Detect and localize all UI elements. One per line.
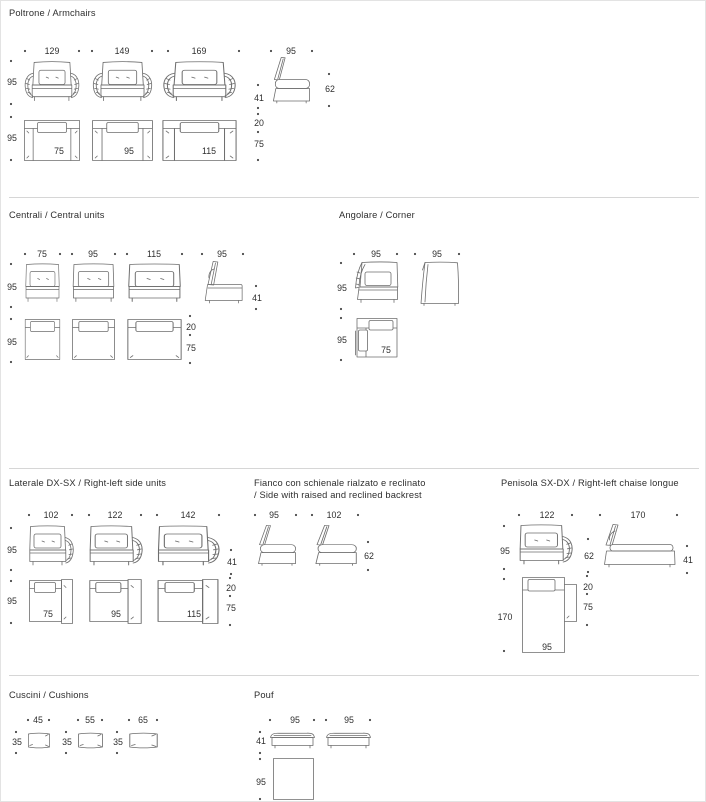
dimension-dots	[259, 719, 371, 800]
dim-seat-depth: 75	[226, 603, 236, 613]
armchair-top-169	[163, 121, 236, 161]
pouf-side-1	[271, 733, 315, 748]
dim-top-width: 95	[542, 642, 552, 652]
section-title-centrali: Centrali / Central units	[9, 210, 105, 220]
dim-width-1: 122	[539, 510, 555, 520]
dim-width-1: 75	[37, 249, 47, 259]
corner-back-view	[421, 262, 459, 305]
cushion-45	[28, 733, 49, 748]
spec-drawing	[1, 1, 706, 802]
dimension-dots	[340, 253, 460, 361]
dim-width-2: 95	[344, 715, 354, 725]
dim-height: 41	[256, 736, 266, 746]
section-poltrone	[7, 8, 335, 161]
dim-side-height: 62	[584, 551, 594, 561]
dim-side-height: 62	[325, 84, 335, 94]
dim-width-1: 45	[33, 715, 43, 725]
dim-side-width: 95	[286, 46, 296, 56]
dim-seat-height: 41	[254, 93, 264, 103]
dim-width-3: 142	[180, 510, 196, 520]
section-cuscini	[9, 690, 158, 754]
dim-width-1: 102	[43, 510, 59, 520]
section-title-cuscini: Cuscini / Cushions	[9, 690, 89, 700]
section-title-penisola: Penisola SX-DX / Right-left chaise longue	[501, 478, 679, 488]
side-unit-front-142	[159, 526, 219, 565]
dim-front-height: 95	[7, 282, 17, 292]
central-top-115	[128, 320, 181, 360]
dim-top-depth: 95	[7, 337, 17, 347]
dim-top-depth: 95	[7, 133, 17, 143]
central-top-75	[25, 320, 60, 360]
dim-front-height: 95	[7, 77, 17, 87]
section-title-laterale: Laterale DX-SX / Right-left side units	[9, 478, 167, 488]
dim-width-3: 169	[191, 46, 207, 56]
dim-total-depth: 170	[497, 612, 513, 622]
dim-width-2: 95	[88, 249, 98, 259]
dim-height-1: 35	[12, 737, 22, 747]
dim-back-depth: 20	[186, 322, 196, 332]
dim-width-2: 170	[630, 510, 646, 520]
section-title-angolare: Angolare / Corner	[339, 210, 415, 220]
dim-width-2: 149	[114, 46, 130, 56]
dim-inner-3: 115	[186, 609, 202, 619]
dim-width-2: 122	[107, 510, 123, 520]
armchair-front-129	[25, 62, 79, 101]
dim-seat-depth: 75	[381, 345, 391, 355]
fianco-side-95	[259, 525, 296, 565]
side-unit-front-122	[90, 526, 142, 565]
armchair-side-view	[273, 58, 309, 104]
dim-inner-2: 95	[124, 146, 134, 156]
central-front-95	[73, 264, 114, 302]
dim-width-2: 55	[85, 715, 95, 725]
dim-width-3: 115	[146, 249, 162, 259]
central-side-view	[205, 262, 242, 304]
dim-inner-1: 75	[43, 609, 53, 619]
dim-width-1: 129	[44, 46, 60, 56]
dimension-dots	[10, 253, 257, 364]
section-penisola	[498, 478, 693, 653]
dim-width-1: 95	[269, 510, 279, 520]
section-fianco	[254, 478, 426, 571]
dim-top-depth: 95	[337, 335, 347, 345]
chaise-side-170	[605, 525, 676, 568]
dim-front-height: 95	[337, 283, 347, 293]
section-title-fianco-line2: / Side with raised and reclined backrest	[254, 490, 422, 500]
dim-front-height: 95	[500, 546, 510, 556]
dim-seat-depth: 75	[254, 139, 264, 149]
cushion-65	[130, 733, 157, 748]
dim-back-depth: 20	[226, 583, 236, 593]
dim-seat-height: 41	[227, 557, 237, 567]
section-title-fianco-line1: Fianco con schienale rialzato e reclinato	[254, 478, 426, 488]
section-title-pouf: Pouf	[254, 690, 274, 700]
dim-seat-height: 41	[683, 555, 693, 565]
side-unit-front-102	[30, 526, 73, 565]
fianco-side-102	[316, 525, 356, 565]
dimension-dots	[254, 514, 369, 571]
dim-top-depth: 95	[7, 596, 17, 606]
corner-front-view	[356, 262, 398, 303]
dim-height-3: 35	[113, 737, 123, 747]
dim-inner-1: 75	[54, 146, 64, 156]
dim-width-1: 95	[371, 249, 381, 259]
section-angolare	[337, 210, 460, 361]
chaise-front-122	[520, 525, 572, 564]
section-laterale	[7, 478, 237, 626]
armchair-top-149	[93, 121, 153, 161]
central-front-115	[129, 264, 181, 302]
dim-back-depth: 20	[254, 118, 264, 128]
pouf-side-2	[327, 733, 371, 748]
dim-width-2: 102	[326, 510, 342, 520]
section-title-poltrone: Poltrone / Armchairs	[9, 8, 96, 18]
dim-inner-3: 115	[201, 146, 217, 156]
armchair-top-129	[24, 121, 79, 161]
section-pouf	[254, 690, 371, 800]
dim-seat-height: 41	[252, 293, 262, 303]
dim-width-1: 95	[290, 715, 300, 725]
cushion-55	[79, 733, 103, 748]
dim-side-width: 95	[217, 249, 227, 259]
central-top-95	[72, 320, 114, 360]
dim-top-depth: 95	[256, 777, 266, 787]
dim-inner-2: 95	[111, 609, 121, 619]
central-front-75	[26, 264, 59, 302]
dim-back-depth: 20	[583, 582, 593, 592]
dimension-dots	[10, 50, 330, 161]
dim-side-height: 62	[364, 551, 374, 561]
section-centrali	[7, 210, 262, 364]
dim-width-2: 95	[432, 249, 442, 259]
dim-height-2: 35	[62, 737, 72, 747]
pouf-top-view	[274, 759, 314, 800]
dim-seat-depth: 75	[186, 343, 196, 353]
dim-seat-depth: 75	[583, 602, 593, 612]
dim-front-height: 95	[7, 545, 17, 555]
armchair-front-149	[93, 62, 151, 101]
dim-width-3: 65	[138, 715, 148, 725]
armchair-front-169	[164, 62, 235, 101]
